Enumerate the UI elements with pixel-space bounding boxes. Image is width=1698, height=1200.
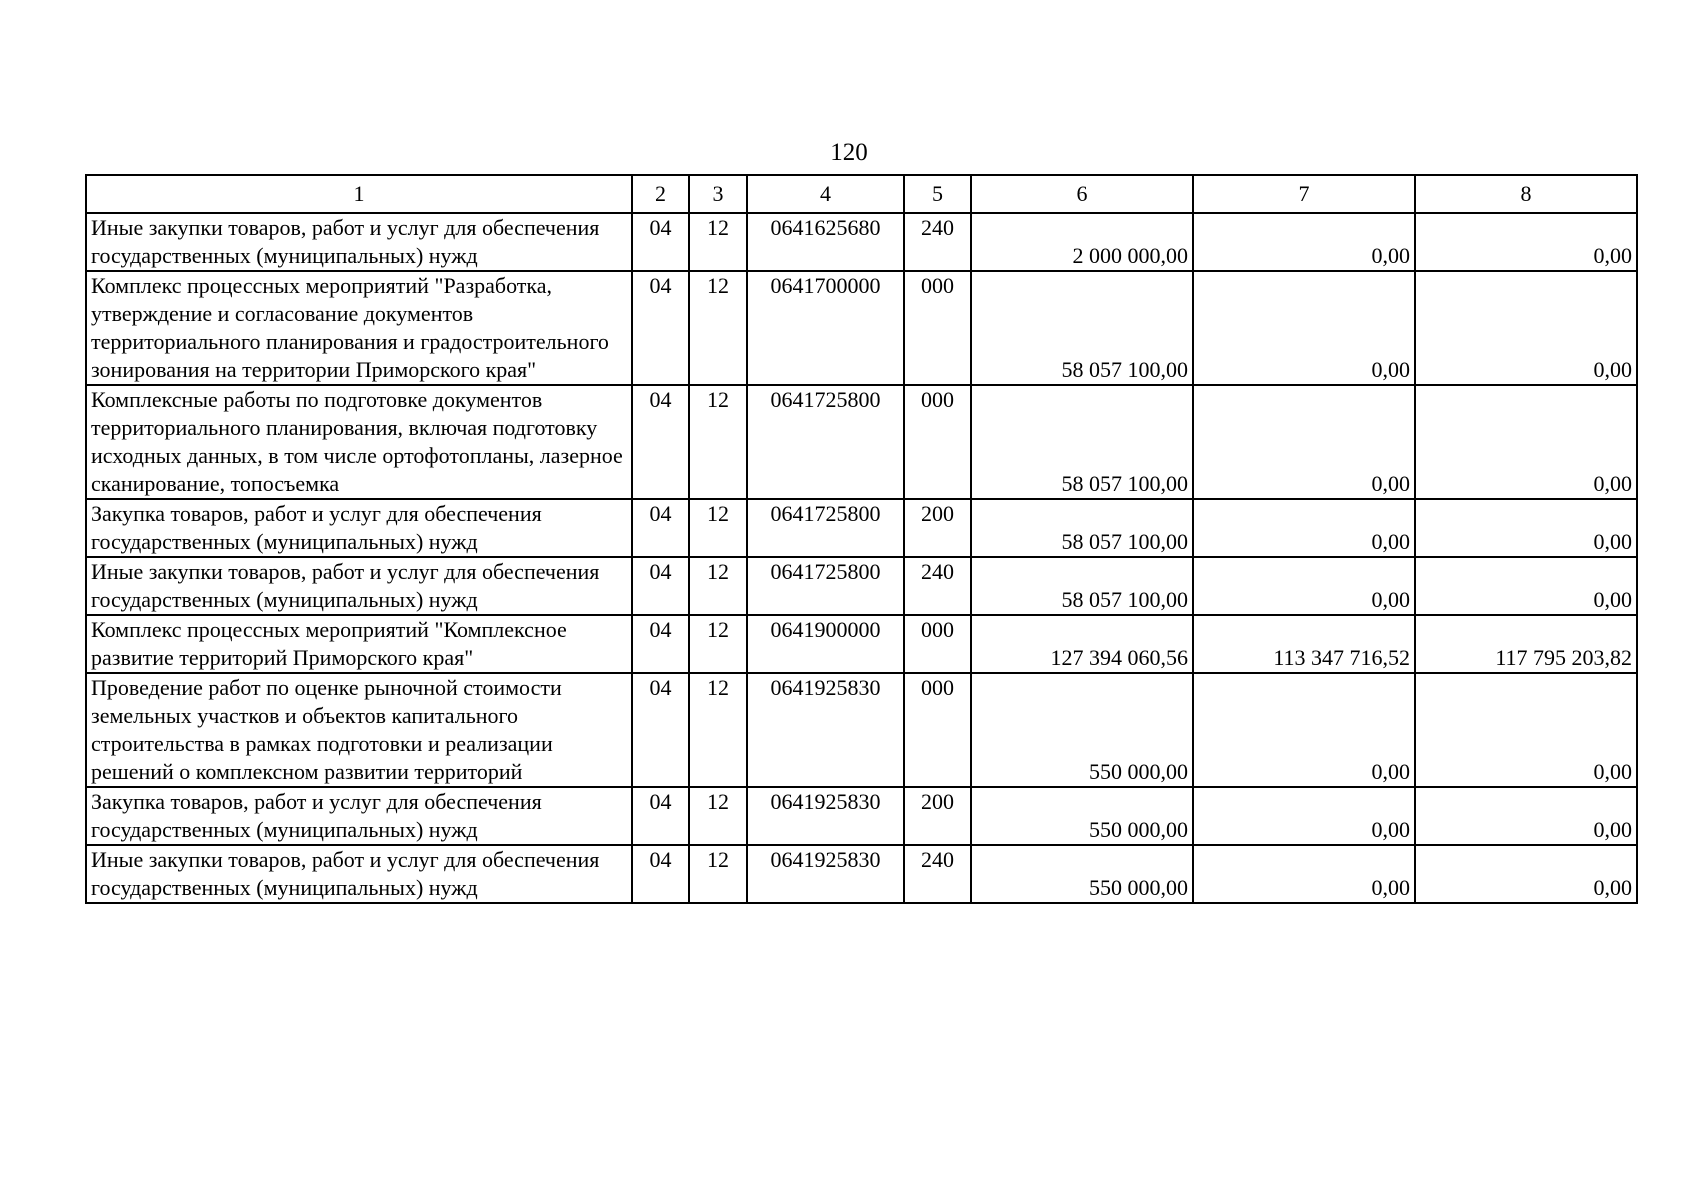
- page-number: 120: [830, 139, 868, 166]
- row-subsection: 12: [689, 213, 747, 271]
- row-expense-type: 000: [904, 615, 971, 673]
- header-row: [86, 175, 1637, 213]
- row-amount-8: 117 795 203,82: [1415, 615, 1637, 673]
- row-name: Иные закупки товаров, работ и услуг для обеспечения государственных (муниципальных) нужд: [86, 557, 632, 615]
- row-subsection: 12: [689, 615, 747, 673]
- table-row: [86, 673, 1637, 787]
- row-section: 04: [632, 213, 689, 271]
- table-row: [86, 615, 1637, 673]
- row-target-item: 0641700000: [747, 271, 904, 385]
- row-target-item: 0641925830: [747, 845, 904, 903]
- column-header-2: 2: [632, 175, 689, 213]
- row-target-item: 0641725800: [747, 385, 904, 499]
- row-amount-7: 0,00: [1193, 845, 1415, 903]
- row-amount-6: 58 057 100,00: [971, 557, 1193, 615]
- column-header-1: 1: [86, 175, 632, 213]
- row-amount-6: 58 057 100,00: [971, 499, 1193, 557]
- row-section: 04: [632, 271, 689, 385]
- row-amount-7: 0,00: [1193, 787, 1415, 845]
- row-amount-6: 550 000,00: [971, 673, 1193, 787]
- row-amount-8: 0,00: [1415, 673, 1637, 787]
- row-section: 04: [632, 557, 689, 615]
- row-amount-7: 0,00: [1193, 213, 1415, 271]
- row-target-item: 0641625680: [747, 213, 904, 271]
- row-section: 04: [632, 385, 689, 499]
- row-expense-type: 000: [904, 385, 971, 499]
- row-amount-7: 0,00: [1193, 385, 1415, 499]
- row-subsection: 12: [689, 271, 747, 385]
- row-target-item: 0641900000: [747, 615, 904, 673]
- row-amount-8: 0,00: [1415, 213, 1637, 271]
- table-row: [86, 557, 1637, 615]
- row-amount-8: 0,00: [1415, 271, 1637, 385]
- column-header-4: 4: [747, 175, 904, 213]
- row-subsection: 12: [689, 557, 747, 615]
- row-target-item: 0641925830: [747, 787, 904, 845]
- column-header-8: 8: [1415, 175, 1637, 213]
- table-row: [86, 213, 1637, 271]
- row-target-item: 0641925830: [747, 673, 904, 787]
- row-amount-8: 0,00: [1415, 557, 1637, 615]
- budget-table: [85, 174, 1638, 904]
- row-amount-6: 550 000,00: [971, 787, 1193, 845]
- row-subsection: 12: [689, 787, 747, 845]
- table-row: [86, 787, 1637, 845]
- row-section: 04: [632, 615, 689, 673]
- row-amount-8: 0,00: [1415, 845, 1637, 903]
- row-section: 04: [632, 499, 689, 557]
- row-amount-7: 0,00: [1193, 271, 1415, 385]
- row-name: Комплекс процессных мероприятий "Разработка, утверждение и согласование документов территориального планирования и градостроительного зонирования на территории Приморского края": [86, 271, 632, 385]
- row-subsection: 12: [689, 385, 747, 499]
- row-name: Иные закупки товаров, работ и услуг для обеспечения государственных (муниципальных) нужд: [86, 213, 632, 271]
- row-target-item: 0641725800: [747, 499, 904, 557]
- column-header-5: 5: [904, 175, 971, 213]
- row-name: Иные закупки товаров, работ и услуг для обеспечения государственных (муниципальных) нужд: [86, 845, 632, 903]
- table-row: [86, 499, 1637, 557]
- row-amount-7: 0,00: [1193, 557, 1415, 615]
- row-amount-8: 0,00: [1415, 499, 1637, 557]
- row-section: 04: [632, 673, 689, 787]
- row-amount-6: 2 000 000,00: [971, 213, 1193, 271]
- column-header-7: 7: [1193, 175, 1415, 213]
- table-row: [86, 845, 1637, 903]
- table-row: [86, 385, 1637, 499]
- row-expense-type: 240: [904, 845, 971, 903]
- row-amount-7: 0,00: [1193, 499, 1415, 557]
- row-section: 04: [632, 845, 689, 903]
- row-name: Закупка товаров, работ и услуг для обеспечения государственных (муниципальных) нужд: [86, 787, 632, 845]
- column-header-3: 3: [689, 175, 747, 213]
- row-amount-6: 550 000,00: [971, 845, 1193, 903]
- column-header-6: 6: [971, 175, 1193, 213]
- row-amount-7: 0,00: [1193, 673, 1415, 787]
- row-subsection: 12: [689, 499, 747, 557]
- row-expense-type: 000: [904, 271, 971, 385]
- row-expense-type: 000: [904, 673, 971, 787]
- row-name: Закупка товаров, работ и услуг для обеспечения государственных (муниципальных) нужд: [86, 499, 632, 557]
- row-expense-type: 200: [904, 787, 971, 845]
- row-target-item: 0641725800: [747, 557, 904, 615]
- row-subsection: 12: [689, 673, 747, 787]
- row-amount-6: 58 057 100,00: [971, 271, 1193, 385]
- row-name: Комплекс процессных мероприятий "Комплексное развитие территорий Приморского края": [86, 615, 632, 673]
- row-expense-type: 240: [904, 557, 971, 615]
- row-name: Комплексные работы по подготовке документов территориального планирования, включая подготовку исходных данных, в том числе ортофотопланы, лазерное сканирование, топосъемка: [86, 385, 632, 499]
- row-section: 04: [632, 787, 689, 845]
- row-amount-7: 113 347 716,52: [1193, 615, 1415, 673]
- row-amount-8: 0,00: [1415, 787, 1637, 845]
- row-expense-type: 200: [904, 499, 971, 557]
- row-amount-6: 58 057 100,00: [971, 385, 1193, 499]
- row-subsection: 12: [689, 845, 747, 903]
- row-amount-8: 0,00: [1415, 385, 1637, 499]
- table-row: [86, 271, 1637, 385]
- row-name: Проведение работ по оценке рыночной стоимости земельных участков и объектов капитального строительства в рамках подготовки и реализации решений о комплексном развитии территорий: [86, 673, 632, 787]
- row-expense-type: 240: [904, 213, 971, 271]
- row-amount-6: 127 394 060,56: [971, 615, 1193, 673]
